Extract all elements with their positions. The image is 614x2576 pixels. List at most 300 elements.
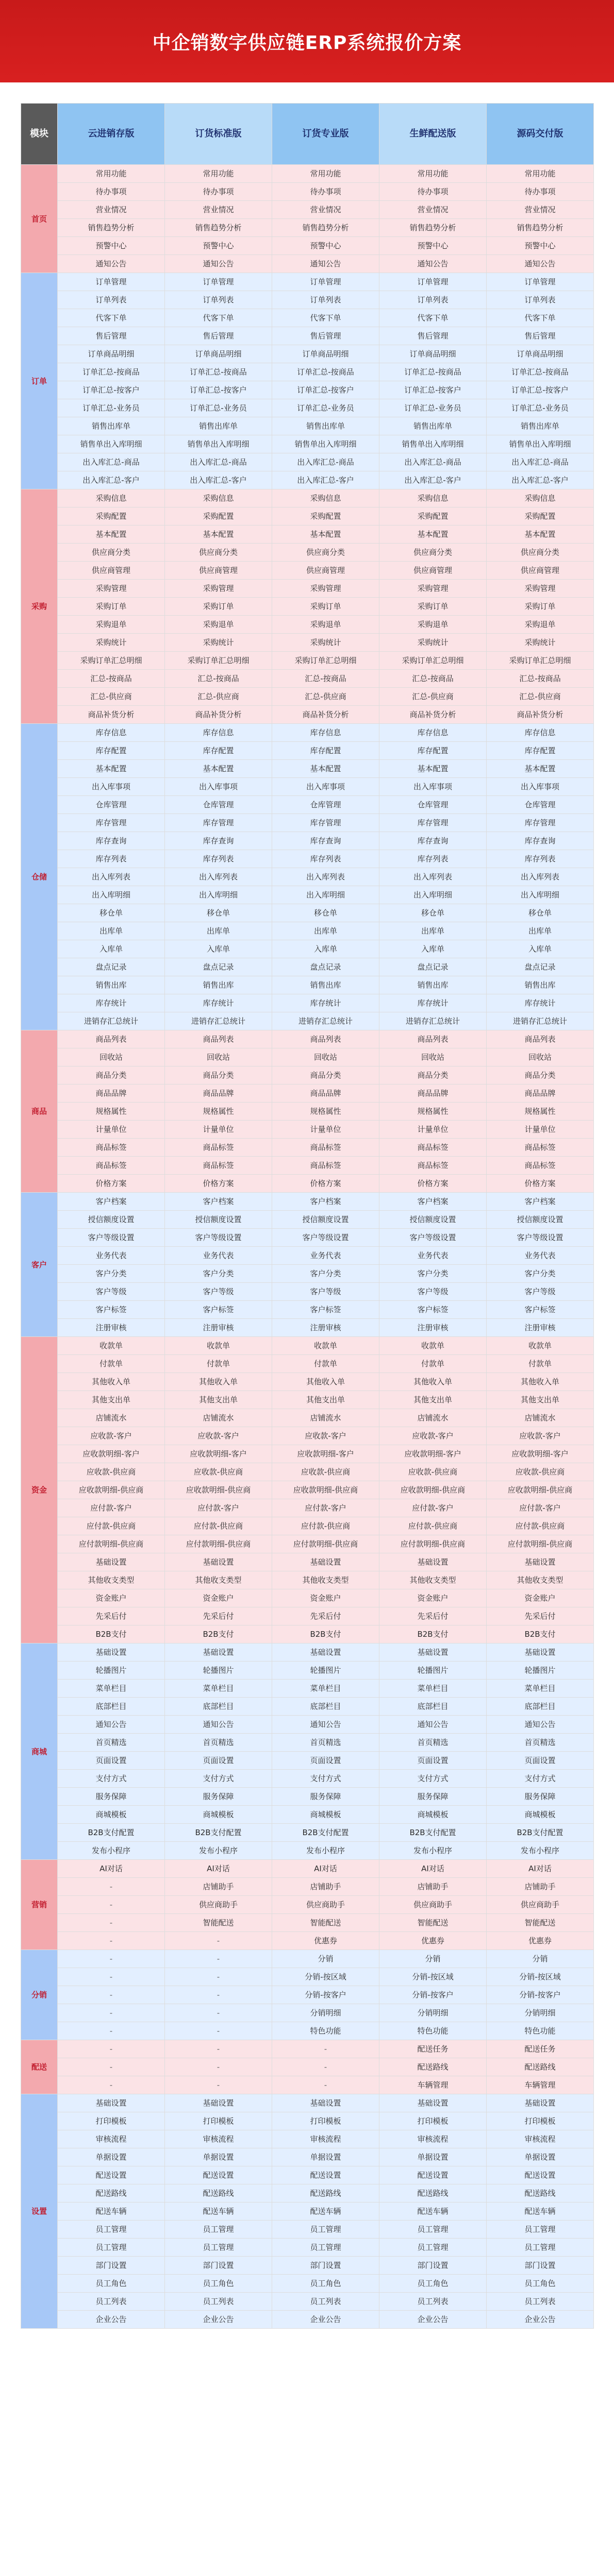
feature-cell: 出入库汇总-客户 (165, 471, 272, 489)
feature-cell: 销售趋势分析 (58, 219, 165, 237)
feature-cell: 供应商管理 (487, 562, 594, 580)
feature-cell: 采购管理 (58, 580, 165, 598)
feature-cell: 商品列表 (272, 1030, 379, 1048)
table-row (21, 1986, 594, 2004)
feature-cell: 待办事项 (379, 183, 487, 201)
table-row (21, 1481, 594, 1499)
feature-cell: 计量单位 (487, 1121, 594, 1139)
feature-cell: 配送车辆 (165, 2202, 272, 2221)
feature-cell: 价格方案 (165, 1175, 272, 1193)
feature-cell: 其他收入单 (165, 1373, 272, 1391)
section-label: 商品 (21, 1030, 58, 1193)
feature-cell: 常用功能 (272, 165, 379, 183)
table-row (21, 1553, 594, 1571)
feature-cell: 订单商品明细 (272, 345, 379, 363)
feature-cell: B2B支付 (165, 1625, 272, 1643)
feature-cell: 移仓单 (272, 904, 379, 922)
feature-cell: 应收款-供应商 (58, 1463, 165, 1481)
feature-cell: 应付款-客户 (379, 1499, 487, 1517)
feature-cell: 通知公告 (165, 1716, 272, 1734)
feature-cell: 业务代表 (165, 1247, 272, 1265)
feature-cell: 通知公告 (272, 1716, 379, 1734)
feature-cell: 应付款明细-供应商 (272, 1535, 379, 1553)
feature-cell: 采购统计 (487, 634, 594, 652)
table-row (21, 1030, 594, 1048)
feature-cell: 商品标签 (165, 1139, 272, 1157)
feature-cell: 客户档案 (379, 1193, 487, 1211)
feature-cell: 出入库事项 (379, 778, 487, 796)
feature-cell: 销售出库 (379, 976, 487, 994)
feature-cell: 仓库管理 (379, 796, 487, 814)
feature-cell: - (58, 2040, 165, 2058)
feature-cell: 轮播图片 (165, 1662, 272, 1680)
feature-cell: 售后管理 (379, 327, 487, 345)
feature-cell: 商品列表 (487, 1030, 594, 1048)
feature-cell: 应收款明细-供应商 (379, 1481, 487, 1499)
feature-cell: 配送路线 (487, 2184, 594, 2202)
feature-cell: 员工管理 (165, 2239, 272, 2257)
feature-cell: 部门设置 (58, 2257, 165, 2275)
feature-cell: 待办事项 (165, 183, 272, 201)
table-row (21, 2293, 594, 2311)
feature-cell: 应收款-客户 (272, 1427, 379, 1445)
feature-cell: 回收站 (379, 1048, 487, 1066)
feature-cell: 仓库管理 (165, 796, 272, 814)
feature-cell: 出入库明细 (165, 886, 272, 904)
feature-cell: - (58, 2004, 165, 2022)
feature-cell: 员工角色 (379, 2275, 487, 2293)
feature-cell: - (58, 1914, 165, 1932)
feature-cell: 企业公告 (487, 2311, 594, 2329)
feature-cell: 客户分类 (165, 1265, 272, 1283)
feature-cell: 客户等级 (58, 1283, 165, 1301)
feature-cell: 优惠券 (379, 1932, 487, 1950)
table-row (21, 1247, 594, 1265)
feature-cell: 分销明细 (272, 2004, 379, 2022)
feature-cell: 库存管理 (58, 814, 165, 832)
feature-cell: 订单管理 (165, 273, 272, 291)
feature-cell: 供应商分类 (58, 544, 165, 562)
section-label: 资金 (21, 1337, 58, 1643)
feature-cell: 出库单 (165, 922, 272, 940)
feature-cell: 部门设置 (272, 2257, 379, 2275)
feature-cell: 盘点记录 (58, 958, 165, 976)
table-row (21, 399, 594, 417)
table-row (21, 1643, 594, 1662)
feature-cell: 订单管理 (58, 273, 165, 291)
feature-cell: - (165, 2040, 272, 2058)
feature-cell: 销售趋势分析 (272, 219, 379, 237)
feature-cell: 部门设置 (165, 2257, 272, 2275)
table-row (21, 1229, 594, 1247)
feature-cell: 基本配置 (379, 526, 487, 544)
feature-cell: 订单汇总-业务员 (487, 399, 594, 417)
feature-cell: 其他收入单 (487, 1373, 594, 1391)
feature-cell: 店铺流水 (165, 1409, 272, 1427)
feature-cell: 汇总-按商品 (58, 670, 165, 688)
feature-cell: 代客下单 (379, 309, 487, 327)
feature-cell: 页面设置 (272, 1752, 379, 1770)
table-row (21, 1265, 594, 1283)
feature-cell: 应收款明细-客户 (487, 1445, 594, 1463)
feature-cell: B2B支付 (487, 1625, 594, 1643)
table-row (21, 1914, 594, 1932)
feature-cell: 库存管理 (272, 814, 379, 832)
feature-cell: 配送路线 (272, 2184, 379, 2202)
feature-cell: 应付款-客户 (272, 1499, 379, 1517)
feature-cell: 供应商助手 (487, 1896, 594, 1914)
feature-cell: 商品分类 (379, 1066, 487, 1084)
feature-cell: 员工角色 (58, 2275, 165, 2293)
feature-cell: 采购管理 (165, 580, 272, 598)
table-row (21, 1301, 594, 1319)
table-row (21, 1662, 594, 1680)
feature-cell: 应付款-客户 (58, 1499, 165, 1517)
feature-cell: 供应商助手 (165, 1896, 272, 1914)
feature-cell: 店铺助手 (379, 1878, 487, 1896)
feature-cell: 代客下单 (272, 309, 379, 327)
feature-cell: 员工管理 (379, 2239, 487, 2257)
feature-cell: 出库单 (487, 922, 594, 940)
feature-cell: 出入库列表 (58, 868, 165, 886)
feature-cell: 应付款明细-供应商 (58, 1535, 165, 1553)
feature-cell: 出入库事项 (487, 778, 594, 796)
feature-cell: 采购管理 (272, 580, 379, 598)
feature-cell: 出入库明细 (379, 886, 487, 904)
feature-cell: 员工列表 (58, 2293, 165, 2311)
feature-cell: 商品补货分析 (487, 706, 594, 724)
feature-cell: 汇总-供应商 (165, 688, 272, 706)
feature-cell: 底部栏目 (165, 1698, 272, 1716)
feature-cell: 销售出库 (165, 976, 272, 994)
feature-cell: 支付方式 (272, 1770, 379, 1788)
feature-cell: 员工角色 (487, 2275, 594, 2293)
table-row (21, 976, 594, 994)
feature-cell: 售后管理 (272, 327, 379, 345)
feature-cell: 订单列表 (58, 291, 165, 309)
feature-cell: 商品品牌 (272, 1084, 379, 1103)
table-row (21, 309, 594, 327)
feature-cell: 供应商助手 (379, 1896, 487, 1914)
feature-cell: 盘点记录 (272, 958, 379, 976)
feature-cell: 商品标签 (272, 1157, 379, 1175)
feature-cell: 基本配置 (165, 526, 272, 544)
table-row (21, 1084, 594, 1103)
feature-cell: 基础设置 (165, 2094, 272, 2112)
feature-cell: 其他支出单 (379, 1391, 487, 1409)
feature-cell: 库存列表 (379, 850, 487, 868)
feature-cell: 商品标签 (165, 1157, 272, 1175)
feature-cell: 菜单栏目 (165, 1680, 272, 1698)
feature-cell: 客户标签 (379, 1301, 487, 1319)
feature-cell: 供应商助手 (272, 1896, 379, 1914)
table-row (21, 2257, 594, 2275)
feature-cell: 分销-按区域 (272, 1968, 379, 1986)
feature-cell: B2B支付配置 (487, 1824, 594, 1842)
feature-cell: B2B支付 (272, 1625, 379, 1643)
feature-cell: 配送设置 (165, 2166, 272, 2184)
feature-cell: 采购统计 (379, 634, 487, 652)
feature-cell: 采购统计 (272, 634, 379, 652)
feature-cell: 收款单 (58, 1337, 165, 1355)
feature-cell: 基础设置 (379, 2094, 487, 2112)
feature-cell: B2B支付配置 (58, 1824, 165, 1842)
feature-cell: 员工列表 (379, 2293, 487, 2311)
header-block: 模块 (21, 104, 58, 165)
table-row (21, 688, 594, 706)
feature-cell: 其他收入单 (272, 1373, 379, 1391)
feature-cell: B2B支付配置 (165, 1824, 272, 1842)
feature-cell: 库存配置 (487, 742, 594, 760)
feature-cell: - (272, 2040, 379, 2058)
feature-cell: 库存查询 (165, 832, 272, 850)
table-row (21, 580, 594, 598)
table-row (21, 1968, 594, 1986)
feature-cell: 销售趋势分析 (165, 219, 272, 237)
table-row (21, 2040, 594, 2058)
feature-cell: 企业公告 (165, 2311, 272, 2329)
table-row (21, 616, 594, 634)
feature-cell: 客户等级设置 (487, 1229, 594, 1247)
feature-cell: 出入库汇总-商品 (58, 453, 165, 471)
feature-cell: 应收款明细-客户 (165, 1445, 272, 1463)
feature-cell: 页面设置 (379, 1752, 487, 1770)
table-row (21, 994, 594, 1012)
feature-cell: 菜单栏目 (58, 1680, 165, 1698)
feature-cell: 订单汇总-按客户 (58, 381, 165, 399)
feature-cell: 服务保障 (272, 1788, 379, 1806)
table-row (21, 1752, 594, 1770)
feature-cell: 通知公告 (58, 1716, 165, 1734)
feature-cell: 页面设置 (487, 1752, 594, 1770)
table-row (21, 634, 594, 652)
feature-cell: 基础设置 (58, 1553, 165, 1571)
table-row (21, 1066, 594, 1084)
feature-cell: - (58, 2058, 165, 2076)
feature-cell: 采购管理 (379, 580, 487, 598)
table-row (21, 1806, 594, 1824)
feature-cell: 特色功能 (272, 2022, 379, 2040)
feature-cell: 基础设置 (272, 1553, 379, 1571)
feature-cell: 配送设置 (379, 2166, 487, 2184)
feature-cell: 采购配置 (487, 507, 594, 526)
feature-cell: 销售出库 (272, 976, 379, 994)
feature-cell: - (58, 2022, 165, 2040)
table-row (21, 165, 594, 183)
table-row (21, 904, 594, 922)
feature-cell: - (165, 2058, 272, 2076)
feature-cell: 供应商管理 (379, 562, 487, 580)
feature-cell: 应收款明细-供应商 (272, 1481, 379, 1499)
feature-cell: 配送任务 (487, 2040, 594, 2058)
feature-cell: 店铺流水 (487, 1409, 594, 1427)
feature-cell: 商品分类 (272, 1066, 379, 1084)
feature-cell: 预警中心 (272, 237, 379, 255)
table-row (21, 670, 594, 688)
feature-cell: 员工管理 (58, 2239, 165, 2257)
feature-cell: 店铺助手 (487, 1878, 594, 1896)
table-row (21, 1860, 594, 1878)
feature-cell: 库存统计 (165, 994, 272, 1012)
feature-cell: 价格方案 (487, 1175, 594, 1193)
feature-cell: 资金账户 (272, 1589, 379, 1607)
table-row (21, 1337, 594, 1355)
feature-cell: 应付款-供应商 (272, 1517, 379, 1535)
feature-cell: 盘点记录 (379, 958, 487, 976)
feature-cell: 常用功能 (487, 165, 594, 183)
table-row (21, 760, 594, 778)
feature-cell: 基本配置 (58, 760, 165, 778)
table-row (21, 2148, 594, 2166)
feature-cell: - (165, 2004, 272, 2022)
table-row (21, 1517, 594, 1535)
feature-cell: 其他支出单 (487, 1391, 594, 1409)
feature-cell: - (272, 2058, 379, 2076)
feature-cell: 配送路线 (379, 2184, 487, 2202)
feature-cell: 发布小程序 (58, 1842, 165, 1860)
feature-cell: 打印模板 (165, 2112, 272, 2130)
feature-cell: 其他支出单 (272, 1391, 379, 1409)
feature-cell: 授信额度设置 (272, 1211, 379, 1229)
feature-cell: - (58, 1968, 165, 1986)
feature-cell: 供应商分类 (272, 544, 379, 562)
feature-cell: 订单汇总-按客户 (272, 381, 379, 399)
feature-cell: 库存统计 (272, 994, 379, 1012)
feature-cell: 移仓单 (58, 904, 165, 922)
feature-cell: 应付款-客户 (487, 1499, 594, 1517)
feature-cell: 客户档案 (487, 1193, 594, 1211)
feature-cell: 采购订单汇总明细 (58, 652, 165, 670)
feature-cell: 出入库明细 (58, 886, 165, 904)
feature-cell: 订单汇总-业务员 (165, 399, 272, 417)
feature-cell: 审核流程 (58, 2130, 165, 2148)
feature-cell: 先采后付 (487, 1607, 594, 1625)
feature-cell: - (165, 2022, 272, 2040)
feature-cell: 出入库汇总-商品 (487, 453, 594, 471)
section-label: 仓储 (21, 724, 58, 1030)
feature-cell: 应付款-供应商 (487, 1517, 594, 1535)
feature-cell: 采购信息 (487, 489, 594, 507)
table-row (21, 1427, 594, 1445)
feature-cell: 采购退单 (487, 616, 594, 634)
table-row (21, 453, 594, 471)
feature-cell: 出入库汇总-商品 (165, 453, 272, 471)
feature-cell: 库存信息 (487, 724, 594, 742)
feature-cell: 应收款明细-供应商 (58, 1481, 165, 1499)
feature-cell: 汇总-按商品 (379, 670, 487, 688)
feature-cell: 出入库事项 (272, 778, 379, 796)
feature-cell: 待办事项 (272, 183, 379, 201)
feature-cell: 库存列表 (165, 850, 272, 868)
feature-cell: 销售出库单 (272, 417, 379, 435)
table-row (21, 1445, 594, 1463)
feature-cell: - (165, 1986, 272, 2004)
feature-cell: 基础设置 (487, 2094, 594, 2112)
table-row (21, 958, 594, 976)
table-row (21, 363, 594, 381)
table-row (21, 273, 594, 291)
feature-cell: 规格属性 (58, 1103, 165, 1121)
feature-cell: 服务保障 (165, 1788, 272, 1806)
feature-cell: 出入库汇总-客户 (487, 471, 594, 489)
feature-cell: 员工管理 (58, 2221, 165, 2239)
table-row (21, 1157, 594, 1175)
feature-cell: 审核流程 (487, 2130, 594, 2148)
feature-cell: 发布小程序 (487, 1842, 594, 1860)
feature-cell: 商城模板 (165, 1806, 272, 1824)
table-row (21, 183, 594, 201)
feature-cell: 配送设置 (272, 2166, 379, 2184)
table-row (21, 1319, 594, 1337)
feature-cell: 应收款-供应商 (272, 1463, 379, 1481)
feature-cell: 应收款-客户 (165, 1427, 272, 1445)
feature-cell: 收款单 (272, 1337, 379, 1355)
table-row (21, 1770, 594, 1788)
feature-cell: - (272, 2076, 379, 2094)
feature-cell: 价格方案 (379, 1175, 487, 1193)
feature-cell: 出库单 (379, 922, 487, 940)
table-row (21, 417, 594, 435)
feature-cell: 其他收支类型 (165, 1571, 272, 1589)
feature-cell: 员工管理 (165, 2221, 272, 2239)
feature-cell: 客户等级 (379, 1283, 487, 1301)
feature-cell: 客户等级设置 (165, 1229, 272, 1247)
feature-cell: 其他收支类型 (58, 1571, 165, 1589)
feature-cell: 盘点记录 (487, 958, 594, 976)
feature-cell: 商品标签 (487, 1157, 594, 1175)
feature-cell: 销售趋势分析 (379, 219, 487, 237)
feature-cell: 订单列表 (379, 291, 487, 309)
table-row (21, 598, 594, 616)
feature-cell: 仓库管理 (272, 796, 379, 814)
feature-cell: 审核流程 (379, 2130, 487, 2148)
feature-cell: 先采后付 (379, 1607, 487, 1625)
feature-cell: 配送任务 (379, 2040, 487, 2058)
feature-cell: 优惠券 (272, 1932, 379, 1950)
table-row (21, 345, 594, 363)
table-row (21, 544, 594, 562)
feature-cell: 客户等级 (272, 1283, 379, 1301)
feature-cell: 基础设置 (379, 1553, 487, 1571)
feature-cell: - (58, 2076, 165, 2094)
feature-cell: 价格方案 (272, 1175, 379, 1193)
feature-cell: 常用功能 (165, 165, 272, 183)
feature-cell: 商品品牌 (165, 1084, 272, 1103)
feature-cell: 订单商品明细 (58, 345, 165, 363)
feature-cell: 采购订单 (165, 598, 272, 616)
feature-cell: 库存查询 (487, 832, 594, 850)
table-row (21, 1824, 594, 1842)
feature-cell: 规格属性 (165, 1103, 272, 1121)
feature-cell: 打印模板 (58, 2112, 165, 2130)
feature-cell: 通知公告 (379, 255, 487, 273)
feature-cell: 配送车辆 (272, 2202, 379, 2221)
feature-cell: 轮播图片 (58, 1662, 165, 1680)
feature-cell: 客户标签 (58, 1301, 165, 1319)
feature-cell: 商品标签 (487, 1139, 594, 1157)
feature-cell: 基本配置 (487, 760, 594, 778)
feature-cell: 应收款-供应商 (379, 1463, 487, 1481)
feature-cell: 商品标签 (58, 1157, 165, 1175)
feature-cell: 配送车辆 (379, 2202, 487, 2221)
feature-cell: 单据设置 (272, 2148, 379, 2166)
feature-cell: 订单汇总-按商品 (487, 363, 594, 381)
feature-cell: 移仓单 (165, 904, 272, 922)
feature-cell: B2B支付配置 (379, 1824, 487, 1842)
table-row (21, 1932, 594, 1950)
feature-cell: 基础设置 (165, 1553, 272, 1571)
table-row (21, 237, 594, 255)
